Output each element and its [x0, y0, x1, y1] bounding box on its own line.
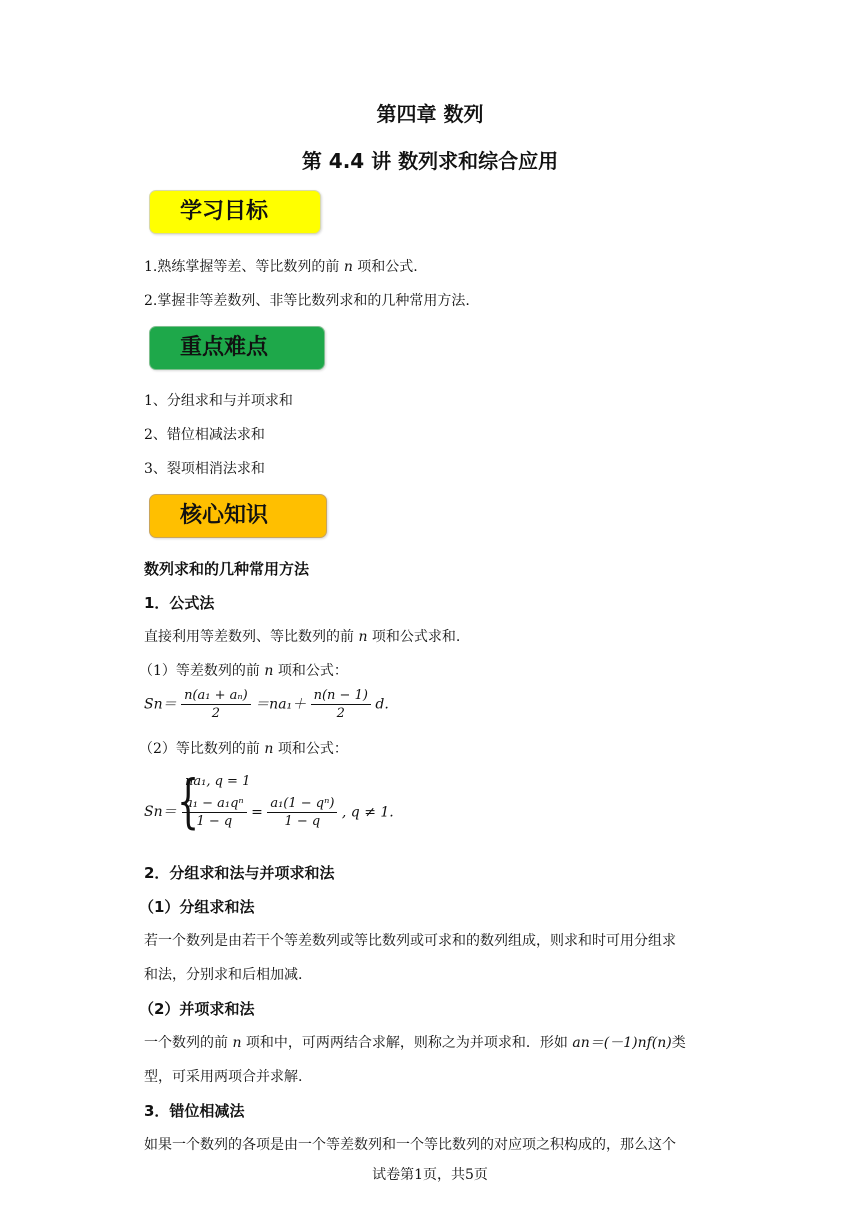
formula2-brace: { [177, 767, 200, 835]
section-1-title: 1．公式法 [144, 594, 215, 612]
formula2-frac-b-den: 1 − q [284, 814, 321, 829]
section-1-sub1 [139, 660, 348, 680]
section-2-sub2-text-1-var: n [232, 1035, 242, 1051]
formula1-frac1 [181, 688, 251, 721]
section-1-text-pre: 直接利用等差数列、等比数列的前 [144, 629, 359, 645]
goal-item-1-post: 项和公式. [352, 259, 418, 275]
section-1-sub2-var: n [264, 741, 274, 757]
formula2-end: . [389, 804, 394, 821]
section-1-text-var: n [358, 629, 368, 645]
goal-item-1 [144, 256, 418, 276]
section-2-sub2-text-1-mid: 项和中，可两两结合求解，则称之为并项求和．形如 [241, 1035, 573, 1051]
formula2-case2 [182, 796, 394, 829]
section-2-sub1-title: （1）分组求和法 [139, 898, 255, 916]
formula1-tail: d. [375, 696, 389, 713]
focus-item-2: 2、错位相减法求和 [144, 427, 265, 443]
core-banner [149, 494, 327, 538]
formula1-frac2-den: 2 [336, 706, 345, 721]
goal-item-1-pre: 1.熟练掌握等差、等比数列的前 [144, 259, 344, 275]
formula2-lhs: Sn＝ [144, 804, 177, 820]
section-3-text-1: 如果一个数列的各项是由一个等差数列和一个等比数列的对应项之积构成的，那么这个 [144, 1137, 676, 1153]
formula1-frac1-den: 2 [211, 706, 221, 721]
section-2-sub2-text-1-post: 类 [671, 1035, 686, 1051]
formula1-frac2-num: n(n − 1) [311, 688, 371, 705]
chapter-title: 第四章 数列 [376, 102, 484, 126]
page-footer: 试卷第1页，共5页 [372, 1167, 488, 1183]
goal-item-2: 2.掌握非等差数列、非等比数列求和的几种常用方法. [144, 293, 470, 309]
formula2-frac-a-num: a₁ − a₁qⁿ [182, 796, 247, 813]
focus-banner [149, 326, 325, 370]
section-1-sub2-post: 项和公式： [273, 741, 348, 757]
goal-item-1-var: n [343, 259, 353, 275]
formula2-eq: = [251, 804, 263, 821]
core-banner-label: 核心知识 [180, 503, 269, 528]
focus-item-1: 1、分组求和与并项求和 [144, 393, 293, 409]
section-2-sub1-text-1: 若一个数列是由若干个等差数列或等比数列或可求和的数列组成，则求和时可用分组求 [144, 933, 676, 949]
formula1-mid: ＝na₁＋ [255, 696, 307, 713]
section-2-sub2-formula: an＝(－1)nf(n) [572, 1035, 672, 1051]
section-2-sub2-text-1 [144, 1032, 686, 1052]
formula1-frac1-num: n(a₁ + aₙ) [181, 688, 251, 705]
section-1-sub1-post: 项和公式： [273, 663, 348, 679]
lecture-title: 第 4.4 讲 数列求和综合应用 [301, 149, 559, 173]
section-1-text [144, 626, 460, 646]
section-3-title: 3．错位相减法 [144, 1102, 245, 1120]
section-2-title: 2．分组求和法与并项求和法 [144, 864, 335, 882]
section-2-sub2-text-2: 型，可采用两项合并求解. [144, 1069, 303, 1085]
formula1-lhs: Sn＝ [144, 696, 177, 713]
formula2-frac-a [182, 796, 247, 829]
section-2-sub2-text-1-pre: 一个数列的前 [144, 1035, 233, 1051]
section-1-sub1-pre: （1）等差数列的前 [139, 663, 265, 679]
formula2-frac-b [267, 796, 337, 829]
section-1-sub2 [139, 738, 348, 758]
focus-banner-label: 重点难点 [180, 335, 269, 360]
formula2-frac-a-den: 1 − q [196, 814, 233, 829]
formula-geometric-sum [144, 767, 394, 848]
goals-banner-label: 学习目标 [180, 199, 269, 224]
formula2-frac-b-num: a₁(1 − qⁿ) [267, 796, 337, 813]
section-1-sub1-var: n [264, 663, 274, 679]
formula2-case1: na₁, q = 1 [185, 774, 251, 789]
section-2-sub2-title: （2）并项求和法 [139, 1000, 255, 1018]
focus-item-3: 3、裂项相消法求和 [144, 461, 265, 477]
formula1-frac2 [311, 688, 371, 721]
section-1-text-post: 项和公式求和. [367, 629, 461, 645]
section-2-sub1-text-2: 和法，分别求和后相加减. [144, 967, 303, 983]
core-heading: 数列求和的几种常用方法 [144, 560, 310, 578]
goals-banner [149, 190, 321, 234]
formula2-case2-tail: , q ≠ 1 [341, 804, 390, 821]
section-1-sub2-pre: （2）等比数列的前 [139, 741, 265, 757]
formula-arithmetic-sum [144, 688, 389, 721]
